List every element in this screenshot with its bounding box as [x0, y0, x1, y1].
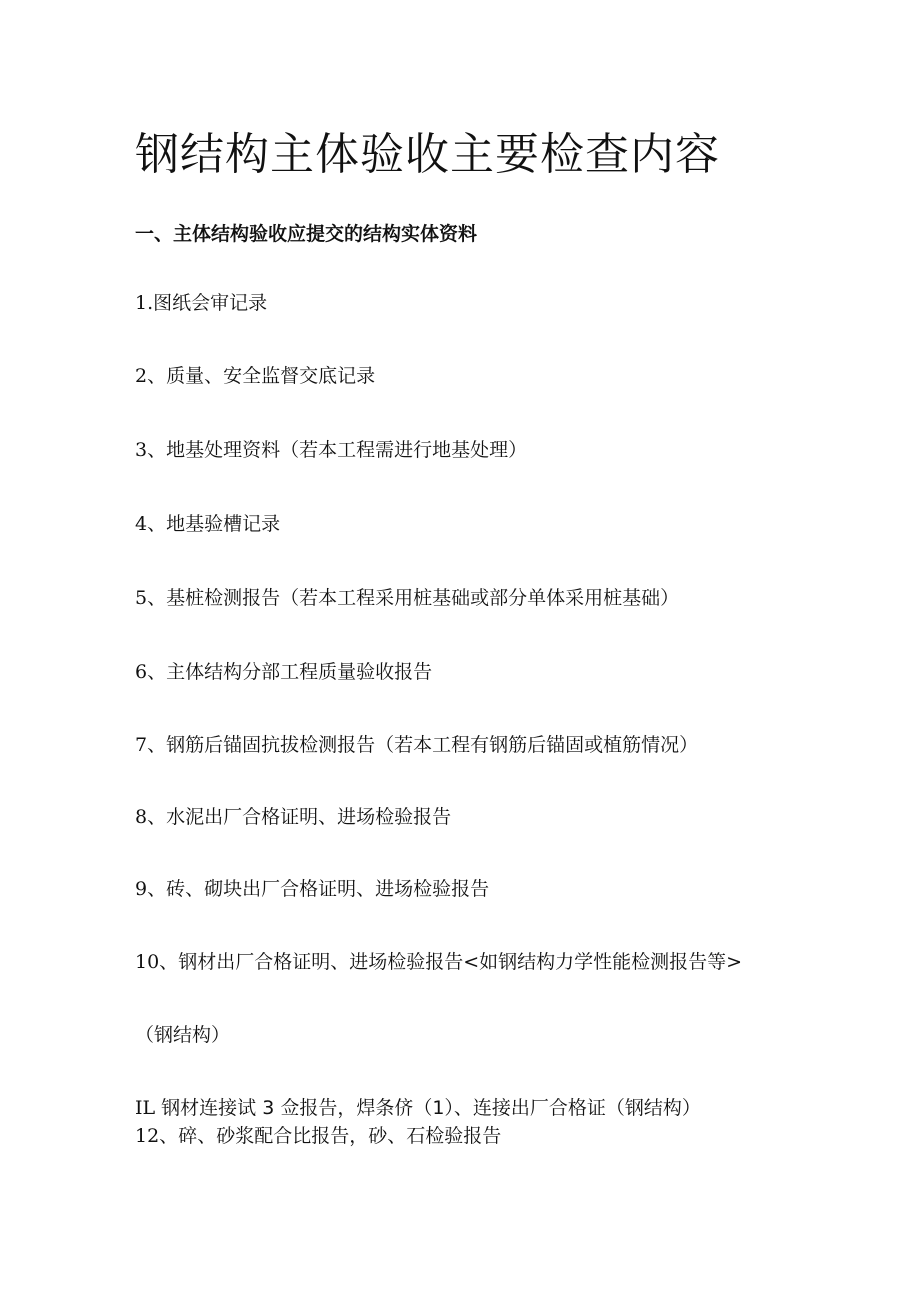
item-text: 碎、砂浆配合比报告，砂、石检验报告: [178, 1125, 502, 1147]
list-item: [135, 659, 432, 685]
item-text: 水泥出厂合格证明、进场检验报告: [166, 806, 452, 828]
list-item: [135, 290, 267, 316]
item-text: 钢材出厂合格证明、进场检验报告<如钢结构力学性能检测报告等>: [178, 951, 743, 973]
item-number: 5、: [135, 587, 167, 609]
item-number: 7、: [135, 734, 167, 756]
list-item: [135, 1123, 501, 1149]
list-item: [135, 876, 489, 902]
list-item: [135, 732, 698, 758]
item-number: 10、: [135, 951, 179, 973]
list-item: [135, 363, 375, 389]
item-number: IL: [135, 1097, 156, 1119]
item-number: 8、: [135, 806, 167, 828]
list-item-continuation: [135, 1022, 230, 1048]
item-text: （钢结构）: [135, 1024, 231, 1046]
list-item: [135, 511, 280, 537]
list-item: [135, 585, 679, 611]
list-item: [135, 804, 451, 830]
item-text: 砖、砌块出厂合格证明、进场检验报告: [166, 878, 490, 900]
list-item: [135, 1095, 701, 1121]
list-item: [135, 949, 742, 975]
list-item: [135, 437, 527, 463]
item-number: 3、: [135, 439, 167, 461]
item-number: 2、: [135, 365, 167, 387]
item-text: 基桩检测报告（若本工程采用桩基础或部分单体采用桩基础）: [166, 587, 680, 609]
item-number: 12、: [135, 1125, 179, 1147]
item-text: 质量、安全监督交底记录: [166, 365, 376, 387]
item-number: 6、: [135, 661, 167, 683]
item-text: 钢材连接试 3 佥报告，焊条侪（1）、连接出厂合格证（钢结构）: [155, 1097, 701, 1119]
item-number: 1.: [135, 292, 154, 314]
item-text: 钢筋后锚固抗拔检测报告（若本工程有钢筋后锚固或植筋情况）: [166, 734, 699, 756]
item-text: 主体结构分部工程质量验收报告: [166, 661, 433, 683]
section-heading: 一、主体结构验收应提交的结构实体资料: [135, 223, 478, 245]
item-number: 9、: [135, 878, 167, 900]
document-title: 钢结构主体验收主要检查内容: [135, 129, 720, 180]
item-text: 地基处理资料（若本工程需进行地基处理）: [166, 439, 528, 461]
item-text: 图纸会审记录: [153, 292, 268, 314]
item-number: 4、: [135, 513, 167, 535]
item-text: 地基验槽记录: [166, 513, 281, 535]
